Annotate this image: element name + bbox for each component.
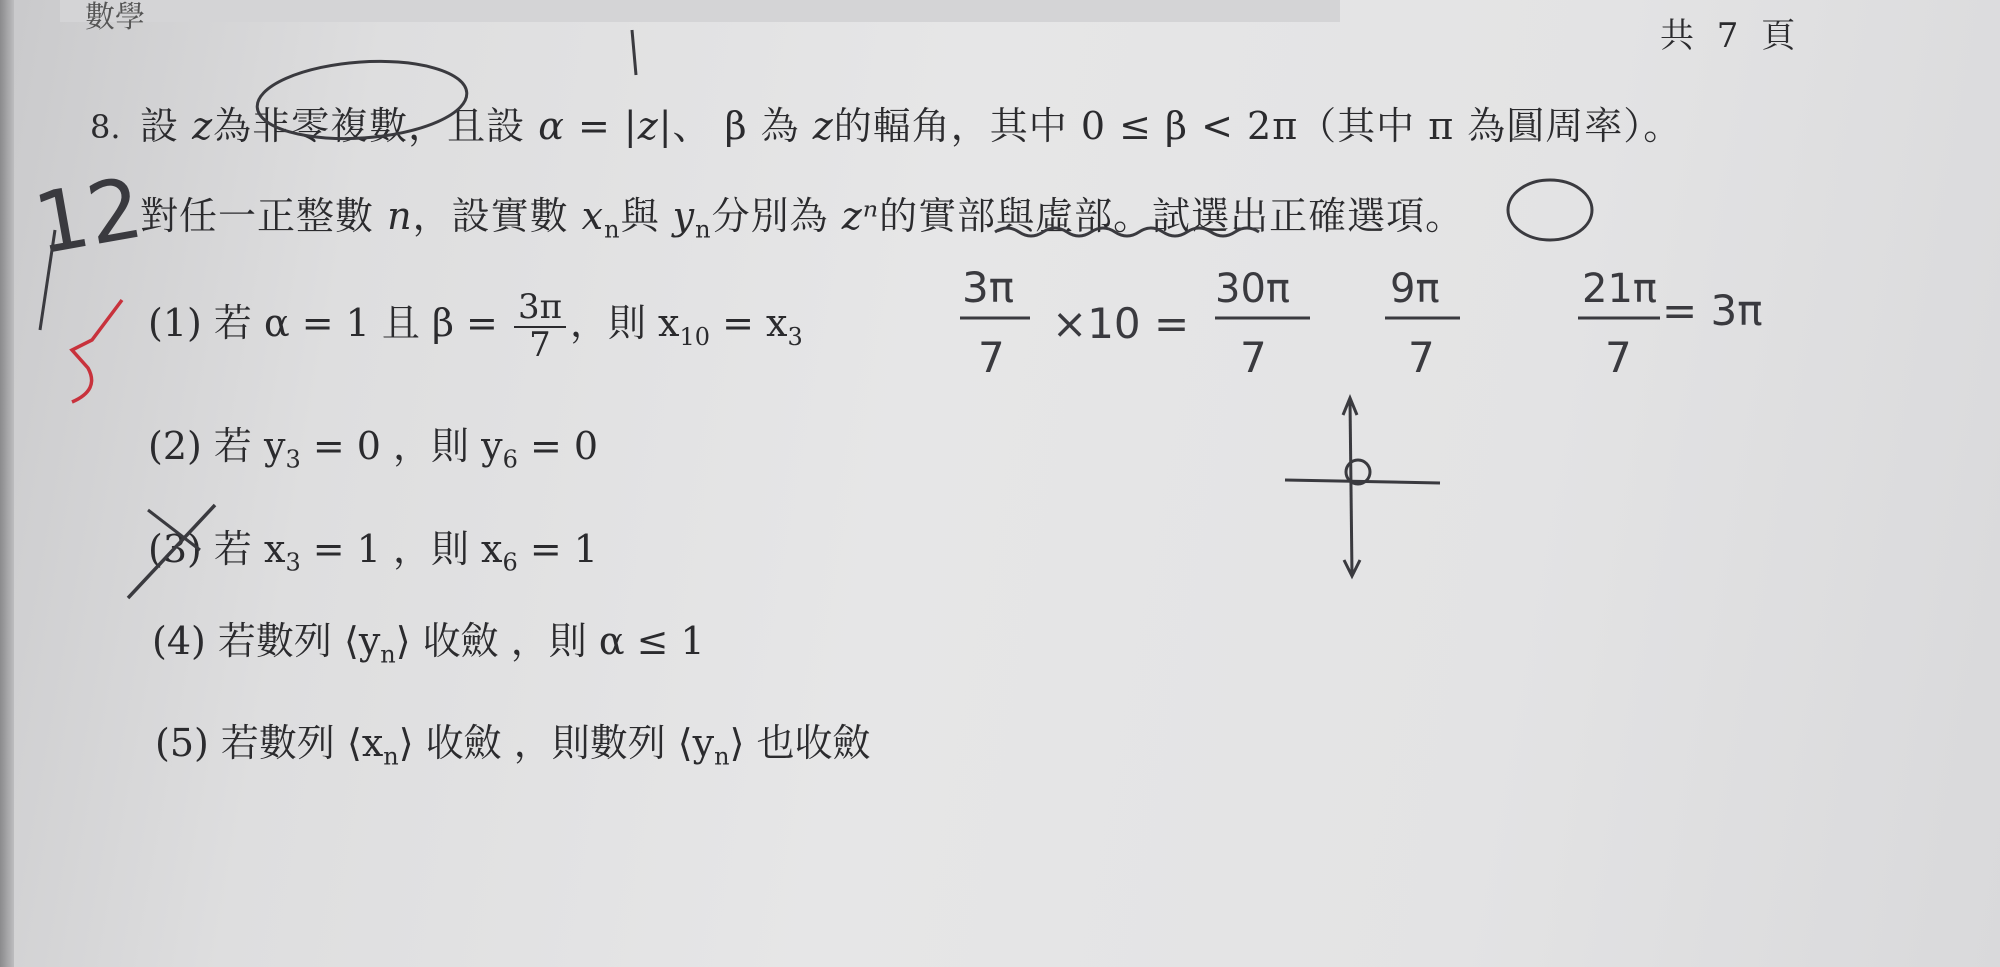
var-z: z [812,104,834,148]
alpha-definition: α = |z| [538,104,673,148]
text-segment: 。試選出 [1113,194,1270,238]
subscript: n [714,742,730,771]
option-text: 若數列 ⟨x [220,721,384,765]
calc-result: = 3π [1662,286,1763,335]
option-text: ⟩ 收斂 ，則 α ≤ 1 [395,619,705,663]
subscript: n [695,215,712,244]
text-segment: 對任一正整數 [140,194,388,238]
page-count: 共 7 頁 [1660,16,1802,56]
text-segment: ，設實數 [412,194,582,238]
subscript: 6 [502,445,518,474]
text-segment: ，且設 [408,104,539,148]
text-segment: 設 [140,104,193,148]
option-text: = 0 [517,424,599,468]
subscript: n [604,215,621,244]
calc-denominator: 7 [1408,333,1435,382]
option-text: ，則 x [569,301,680,346]
option-text: = x [710,301,788,346]
option-text: 若 x [213,527,286,571]
option-text: 若 α = 1 且 β = [213,301,510,346]
subscript: 3 [787,322,803,351]
text-segment: 的輻角，其中 0 ≤ β < 2π（其中 π 為圓周率）。 [833,104,1683,148]
red-margin-mark [72,300,122,402]
nonzero-complex-phrase: 非零複數 [252,104,409,148]
circle-mark [255,55,470,145]
calc-denominator: 7 [1240,333,1267,382]
circle-mark [1508,180,1592,240]
text-segment: 、 β 為 [672,104,813,148]
option-text: 若 y [213,424,286,468]
subscript: 10 [679,322,711,351]
subscript: 6 [502,548,518,577]
option-text: ⟩ 也收斂 [729,721,871,765]
real-imag-phrase: 的實部與虛部 [879,194,1114,238]
calc-denominator: 7 [978,333,1005,382]
option-text: ⟩ 收斂 ，則數列 ⟨y [398,721,715,765]
fraction-denominator: 7 [529,324,551,365]
subscript: n [383,742,399,771]
option-text: 若數列 ⟨y [217,619,381,663]
text-segment: 為 [213,104,253,148]
var-n: n [387,194,413,238]
var-x: x [581,194,605,238]
calc-numerator: 3π [962,263,1015,312]
header-subject: 數學 [85,0,145,35]
option-text: = 1 [517,527,598,571]
subscript: 3 [285,445,301,474]
text-segment: 與 [620,194,673,238]
subscript: n [380,640,396,669]
pencil-stroke [632,30,636,75]
option-label: (2) [148,424,202,468]
calc-numerator: 9π [1390,266,1440,312]
cross-out-mark [128,505,215,598]
var-y: y [672,194,696,238]
calc-numerator: 21π [1582,266,1657,312]
option-text: = 0 ，則 y [300,424,503,468]
option-label: (1) [148,301,202,346]
circled-char: 正 [1269,194,1309,238]
margin-score: 12 [27,158,150,274]
option-label: (4) [152,619,206,663]
wavy-underline [995,228,1259,236]
calc-operator: ×10 = [1052,299,1190,348]
axis-sketch [1350,400,1352,575]
option-text: = 1 ，則 x [300,527,503,571]
var-zn: zⁿ [841,194,880,238]
fraction-numerator: 3π [514,290,566,328]
option-label: (3) [148,527,202,571]
subscript: 3 [285,548,301,577]
var-z: z [192,104,214,148]
option-label: (5) [155,721,209,765]
text-segment: 確選項。 [1308,194,1465,238]
question-number: 8. [90,108,121,146]
calc-numerator: 30π [1215,266,1290,312]
text-segment: 分別為 [711,194,842,238]
calc-denominator: 7 [1605,333,1632,382]
